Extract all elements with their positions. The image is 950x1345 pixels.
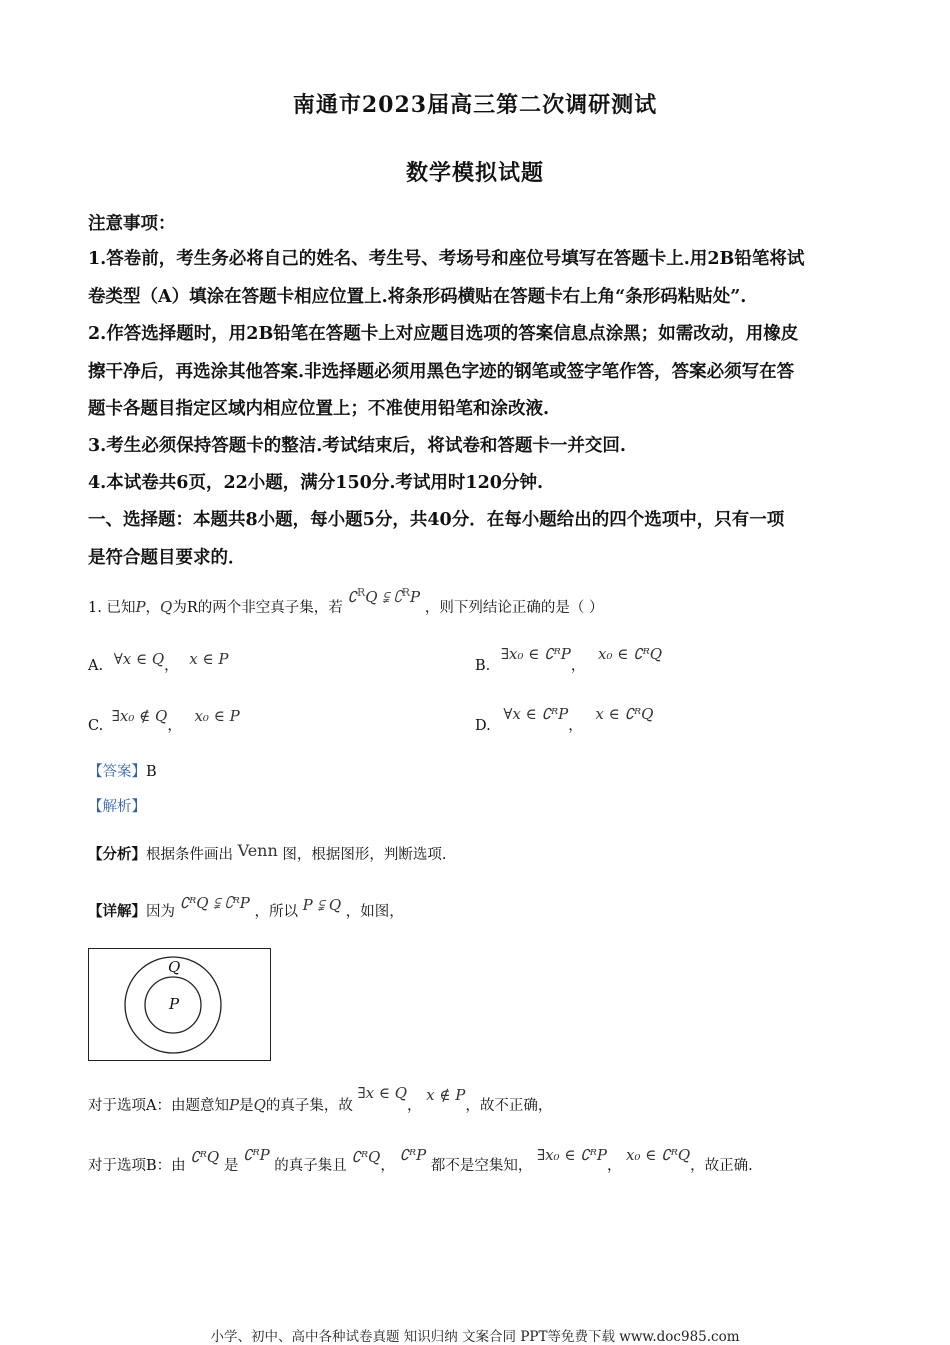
complement-formula: ∁RQ ⫋ ∁RP [347,586,421,606]
detail-line: 【详解】因为 ∁ᴿQ ⫋ ∁ᴿP ，所以 P ⫋ Q ，如图， [88,894,404,920]
option-a-explanation: 对于选项A：由题意知P是Q的真子集，故 ∃x ∈ Q， x ∉ P，故不正确， [88,1084,553,1114]
answer-value: B [146,764,157,780]
section-1-line-2: 是符合题目要求的． [88,548,246,568]
notice-item-1-line-1: 1.答卷前，考生务必将自己的姓名、考生号、考场号和座位号填写在答题卡上.用2B铅笔将试 [88,249,805,269]
notice-item-2-line-1: 2.作答选择题时，用2B铅笔在答题卡上对应题目选项的答案信息点涂黑；如需改动，用橡皮 [88,324,799,344]
option-d: D. ∀x ∈ ∁ᴿP， x ∈ ∁ᴿQ [475,705,654,734]
page-subtitle: 数学模拟试题 [405,160,544,186]
option-b: B. ∃x₀ ∈ ∁ᴿP， x₀ ∈ ∁ᴿQ [475,645,663,674]
option-a: A. ∀x ∈ Q， x ∈ P [88,650,229,674]
notice-item-1-line-2: 卷类型（A）填涂在答题卡相应位置上.将条形码横贴在答题卡右上角“条形码粘贴处”. [88,287,747,307]
notice-item-4: 4.本试卷共6页，22小题，满分150分.考试用时120分钟. [88,473,544,493]
page-footer: 小学、初中、高中各种试卷真题 知识归纳 文案合同 PPT等免费下载 www.doc985.com [210,1329,740,1345]
notice-item-2-line-3: 题卡各题目指定区域内相应位置上；不准使用铅笔和涂改液. [88,399,550,419]
question-1-stem: 1. 已知P，Q为R的两个非空真子集，若 ∁RQ ⫋ ∁RP ，则下列结论正确的是（ ） [88,586,604,616]
option-b-explanation: 对于选项B：由 ∁ᴿQ 是 ∁ᴿP 的真子集且 ∁ᴿQ， ∁ᴿP 都不是空集知， ∃x₀ ∈ ∁ᴿP， x₀ ∈ ∁ᴿQ，故正确. [88,1146,753,1174]
analysis-heading: 【解析】 [88,799,146,815]
notice-item-3: 3.考生必须保持答题卡的整洁.考试结束后，将试卷和答题卡一并交回. [88,436,626,456]
analysis-line: 【分析】根据条件画出 Venn 图，根据图形，判断选项. [88,841,447,863]
venn-label-q: Q [168,958,181,976]
page-title: 南通市2023届高三第二次调研测试 [292,92,658,118]
answer-line: 【答案】B [88,764,157,780]
notice-item-2-line-2: 擦干净后，再选涂其他答案.非选择题必须用黑色字迹的钢笔或签字笔作答，答案必须写在答 [88,362,795,382]
section-1-line-1: 一、选择题：本题共8小题，每小题5分，共40分．在每小题给出的四个选项中，只有一项 [88,510,785,530]
venn-diagram [88,948,271,1061]
notice-heading: 注意事项： [88,214,176,234]
venn-label-p: P [169,995,180,1013]
option-c: C. ∃x₀ ∉ Q， x₀ ∈ P [88,707,240,734]
